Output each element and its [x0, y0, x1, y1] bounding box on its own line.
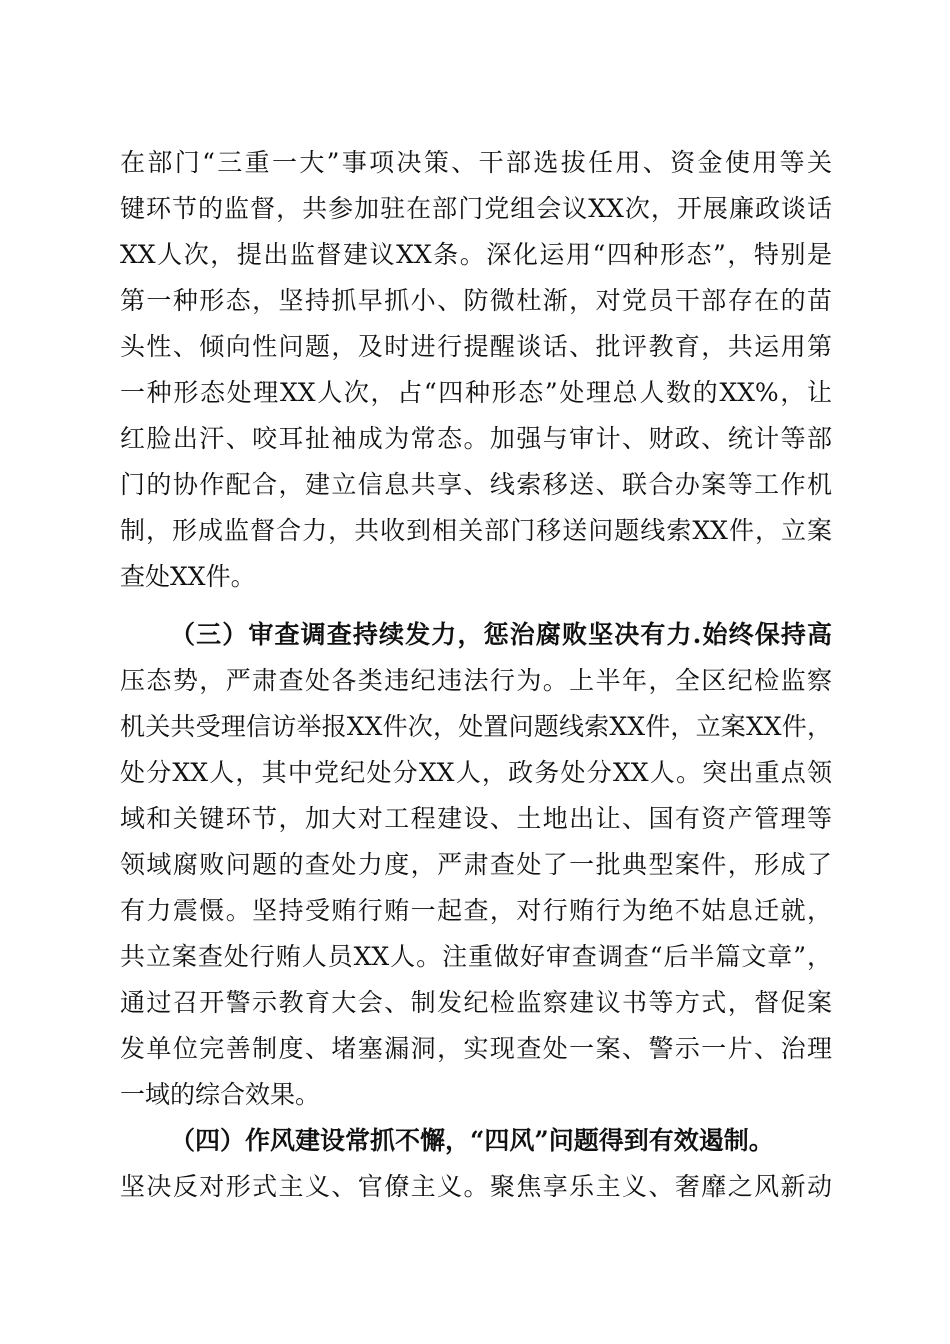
text-line: 红脸出汗、咬耳扯袖成为常态。加强与审计、财政、统计等部 [120, 424, 832, 453]
text-line: 压态势，严肃查处各类违纪违法行为。上半年，全区纪检监察 [120, 666, 832, 695]
text-line: 通过召开警示教育大会、制发纪检监察建议书等方式，督促案 [120, 988, 832, 1017]
text-line: XX人次，提出监督建议XX条。深化运用“四种形态”，特别是 [120, 240, 832, 269]
document-body [120, 140, 832, 1210]
text-line: 处分XX人，其中党纪处分XX人，政务处分XX人。突出重点领 [120, 758, 832, 787]
text-line: 一域的综合效果。 [120, 1080, 321, 1109]
section-heading: （三）审查调查持续发力，惩治腐败坚决有力 [170, 620, 693, 649]
text-line: 第一种形态，坚持抓早抓小、防微杜渐，对党员干部存在的苗 [120, 286, 832, 315]
text-line: 查处XX件。 [120, 562, 256, 591]
text-line: 坚决反对形式主义、官僚主义。聚焦享乐主义、奢靡之风新动 [120, 1172, 832, 1201]
text-line: 门的协作配合，建立信息共享、线索移送、联合办案等工作机 [120, 470, 832, 499]
text-line: 共立案查处行贿人员XX人。注重做好审查调查“后半篇文章”， [120, 942, 832, 971]
section-heading-tail: .始终保持高 [692, 620, 832, 649]
text-line: 头性、倾向性问题，及时进行提醒谈话、批评教育，共运用第 [120, 332, 832, 361]
text-line: 在部门“三重一大”事项决策、干部选拔任用、资金使用等关 [120, 148, 832, 177]
section-heading-line [120, 1118, 832, 1164]
paragraph-work-style [120, 1118, 832, 1210]
section-heading-line [120, 612, 832, 658]
text-line: 有力震慑。坚持受贿行贿一起查，对行贿行为绝不姑息迁就， [120, 896, 832, 925]
text-line: 制，形成监督合力，共收到相关部门移送问题线索XX件，立案 [120, 516, 832, 545]
paragraph-supervision [120, 140, 832, 600]
text-line: 领域腐败问题的查处力度，严肃查处了一批典型案件，形成了 [120, 850, 832, 879]
text-line: 域和关键环节，加大对工程建设、土地出让、国有资产管理等 [120, 804, 832, 833]
text-line: 机关共受理信访举报XX件次，处置问题线索XX件，立案XX件， [120, 712, 832, 741]
paragraph-investigation [120, 612, 832, 1118]
section-heading: （四）作风建设常抓不懈，“四风”问题得到有效遏制。 [170, 1126, 774, 1155]
text-line: 一种形态处理XX人次，占“四种形态”处理总人数的XX%，让 [120, 378, 832, 407]
text-line: 键环节的监督，共参加驻在部门党组会议XX次，开展廉政谈话 [120, 194, 832, 223]
text-line: 发单位完善制度、堵塞漏洞，实现查处一案、警示一片、治理 [120, 1034, 832, 1063]
